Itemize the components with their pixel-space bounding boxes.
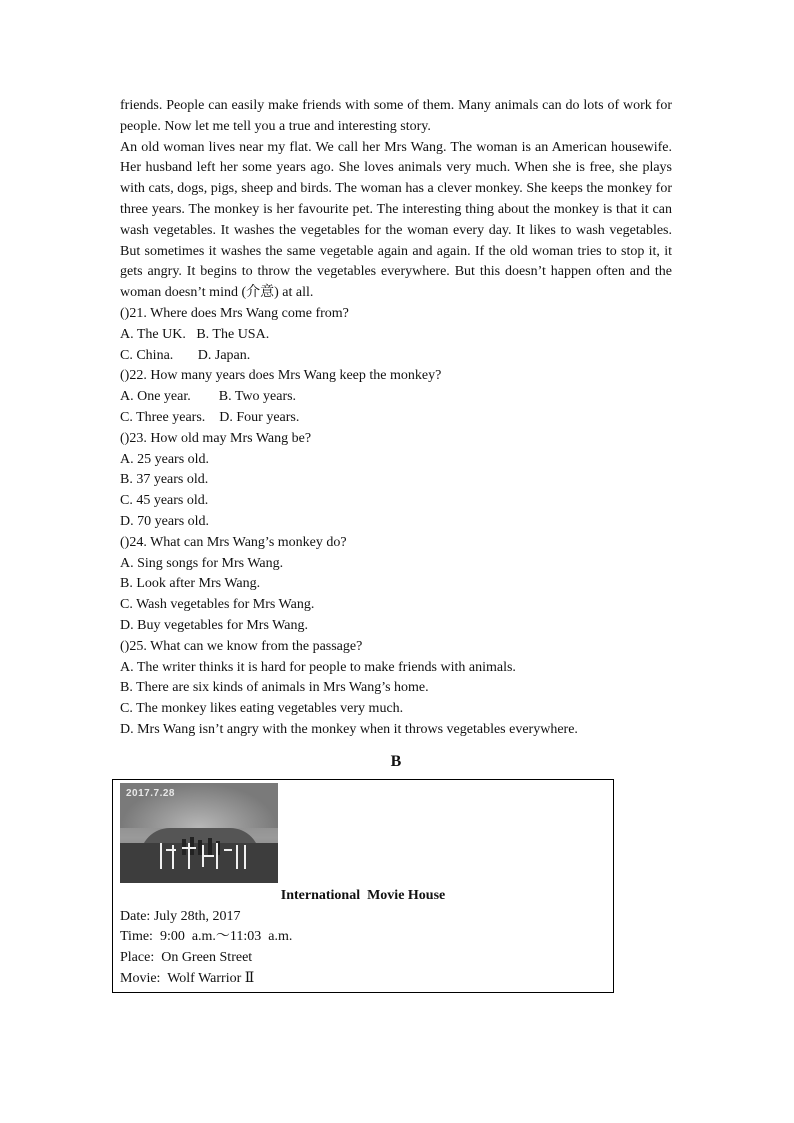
- question-stem: ()24. What can Mrs Wang’s monkey do?: [120, 534, 347, 550]
- question-option: B. Look after Mrs Wang.: [120, 576, 261, 592]
- movie-ad-box: [112, 779, 614, 993]
- question-21: [120, 304, 672, 366]
- question-stem: ()21. Where does Mrs Wang come from?: [120, 305, 349, 321]
- question-25: [120, 637, 672, 741]
- document-page: [120, 96, 672, 993]
- question-option: C. 45 years old.: [120, 493, 209, 509]
- question-option: C. The monkey likes eating vegetables very much.: [120, 701, 404, 717]
- question-24: [120, 533, 672, 637]
- movie-time: Time: 9:00 a.m.～11:03 a.m.: [120, 929, 293, 945]
- question-option: C. Three years. D. Four years.: [120, 409, 300, 425]
- movie-name: Movie: Wolf Warrior Ⅱ: [120, 970, 255, 986]
- question-option: D. 70 years old.: [120, 513, 210, 529]
- question-option: B. 37 years old.: [120, 472, 209, 488]
- movie-date: Date: July 28th, 2017: [120, 908, 241, 924]
- question-stem: ()22. How many years does Mrs Wang keep the monkey?: [120, 368, 442, 384]
- question-option: C. China. D. Japan.: [120, 347, 251, 363]
- question-option: A. One year. B. Two years.: [120, 389, 297, 405]
- passage-paragraph-2: An old woman lives near my flat. We call her Mrs Wang. The woman is an American housewife. Her husband left her some years ago. She loves animals very much. When she is free, she plays with cats, dogs, pigs, sheep and birds. The woman has a clever monkey. She keeps the monkey for three years. The monkey is her favourite pet. The interesting thing about the monkey is that it can wash vegetables. It washes the vegetables for the woman every day. It likes to wash vegetables. But sometimes it washes the same vegetable again and again. If the old woman tries to stop it, it gets angry. It begins to throw the vegetables everywhere. But this doesn’t happen often and the woman doesn’t mind (介意) at all.: [120, 139, 672, 301]
- passage-paragraph-1: friends. People can easily make friends with some of them. Many animals can do lots of work for people. Now let me tell you a true and interesting story.: [120, 98, 672, 134]
- question-stem: ()23. How old may Mrs Wang be?: [120, 430, 312, 446]
- question-option: D. Mrs Wang isn’t angry with the monkey when it throws vegetables everywhere.: [120, 721, 578, 737]
- question-option: C. Wash vegetables for Mrs Wang.: [120, 597, 315, 613]
- question-option: A. 25 years old.: [120, 451, 210, 467]
- question-option: A. Sing songs for Mrs Wang.: [120, 555, 284, 571]
- question-22: [120, 366, 672, 428]
- question-23: [120, 429, 672, 533]
- question-stem: ()25. What can we know from the passage?: [120, 638, 363, 654]
- question-option: A. The writer thinks it is hard for people to make friends with animals.: [120, 659, 516, 675]
- question-option: B. There are six kinds of animals in Mrs Wang’s home.: [120, 680, 429, 696]
- section-b-heading: B: [390, 752, 402, 770]
- movie-place: Place: On Green Street: [120, 950, 253, 966]
- movie-house-title: International Movie House: [280, 887, 446, 903]
- movie-poster-image: [120, 783, 278, 883]
- question-option: A. The UK. B. The USA.: [120, 326, 270, 342]
- question-option: D. Buy vegetables for Mrs Wang.: [120, 617, 308, 633]
- poster-date: 2017.7.28: [126, 787, 175, 799]
